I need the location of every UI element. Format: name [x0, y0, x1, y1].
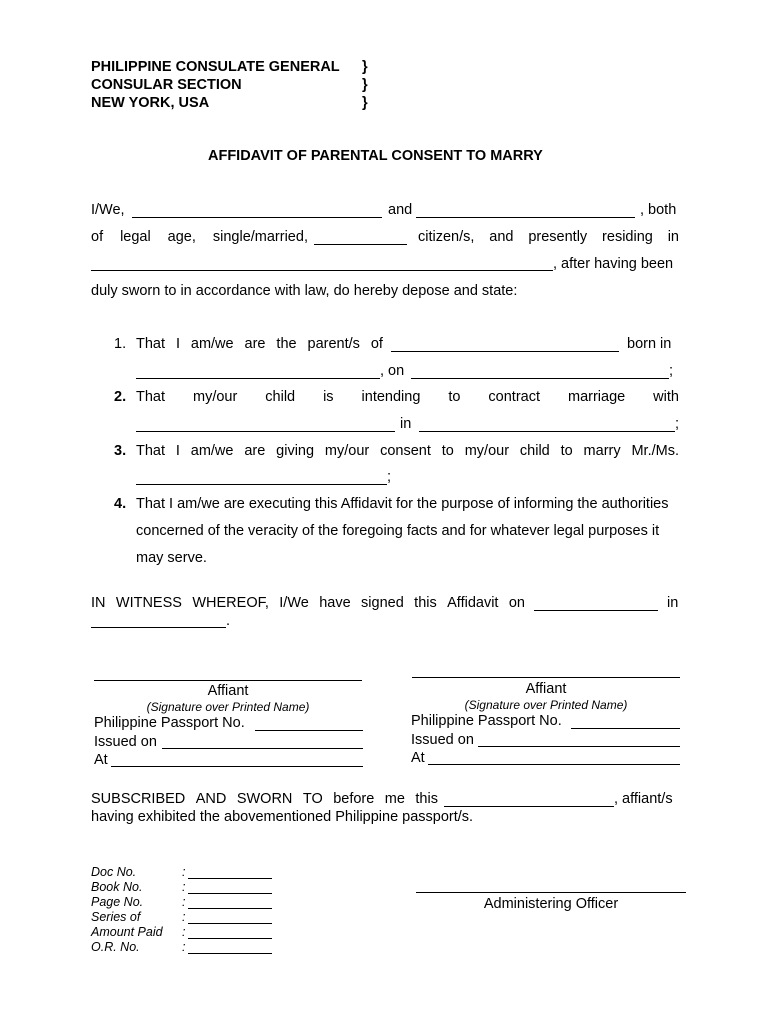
blank-residence[interactable] — [91, 270, 553, 271]
word: consent — [380, 443, 431, 459]
word: citizen/s, — [418, 229, 475, 245]
affiant-left-at-label: At — [94, 752, 108, 768]
word: legal — [120, 229, 151, 245]
blank-parent-name-1[interactable] — [132, 217, 382, 218]
word: is — [323, 389, 334, 405]
word: me — [384, 791, 405, 807]
affiant-right-at-blank[interactable] — [428, 764, 680, 765]
witness-text — [91, 595, 525, 611]
word: child — [519, 443, 550, 459]
word: I/We — [279, 595, 309, 611]
witness-in: in — [667, 595, 679, 611]
word: of — [91, 229, 104, 245]
or-no-blank[interactable] — [188, 953, 272, 954]
affiant-right-issued-blank[interactable] — [478, 746, 680, 747]
amount-paid-sep: : — [182, 925, 186, 939]
affiant-right-at-label: At — [411, 750, 425, 766]
header-brace-2: } — [362, 77, 368, 93]
word: Affidavit — [447, 595, 499, 611]
word: on — [508, 595, 525, 611]
blank-sworn-date[interactable] — [444, 806, 614, 807]
header-brace-1: } — [362, 59, 368, 75]
header-brace-3: } — [362, 95, 368, 111]
word: parent/s — [307, 336, 360, 352]
blank-signing-place[interactable] — [91, 627, 226, 628]
word: marriage — [567, 389, 626, 405]
or-no-sep: : — [182, 940, 186, 954]
affiant-left-label: Affiant — [207, 683, 249, 699]
blank-parent-name-2[interactable] — [416, 217, 635, 218]
word: before — [333, 791, 375, 807]
series-of-label: Series of — [91, 910, 141, 924]
affiant-left-issued-blank[interactable] — [162, 748, 363, 749]
book-no-blank[interactable] — [188, 893, 272, 894]
word: and — [489, 229, 514, 245]
item-1-semicolon: ; — [669, 363, 674, 379]
or-no-label: O.R. No. — [91, 940, 140, 954]
item-4-line-1: That I am/we are executing this Affidavit for the purpose of informing the authorities — [136, 496, 669, 512]
intro-line-4: duly sworn to in accordance with law, do hereby depose and state: — [91, 283, 518, 299]
item-3-number: 3. — [114, 443, 127, 459]
series-of-blank[interactable] — [188, 923, 272, 924]
word: That — [136, 443, 166, 459]
doc-no-sep: : — [182, 865, 186, 879]
word: am/we — [190, 336, 234, 352]
book-no-label: Book No. — [91, 880, 143, 894]
word: I — [175, 443, 180, 459]
item-1-born-in: born in — [627, 336, 672, 352]
word: IN — [91, 595, 106, 611]
item-2-text — [136, 389, 679, 405]
word: the — [276, 336, 297, 352]
word: have — [319, 595, 351, 611]
item-1-number: 1. — [114, 336, 127, 352]
word: giving — [276, 443, 315, 459]
affiant-right-signature-line[interactable] — [412, 677, 680, 678]
word: this — [415, 791, 438, 807]
word: WITNESS — [115, 595, 182, 611]
word: this — [414, 595, 437, 611]
item-3-semicolon: ; — [387, 469, 392, 485]
word: am/we — [190, 443, 234, 459]
affiant-right-passport-blank[interactable] — [571, 728, 680, 729]
word: to — [441, 443, 454, 459]
blank-signing-date[interactable] — [534, 610, 658, 611]
word: marry — [583, 443, 621, 459]
word: WHEREOF, — [192, 595, 269, 611]
header-line-1: PHILIPPINE CONSULATE GENERAL — [91, 59, 340, 75]
amount-paid-label: Amount Paid — [91, 925, 163, 939]
word: contract — [488, 389, 541, 405]
affiant-left-issued-label: Issued on — [94, 734, 157, 750]
word: residing — [602, 229, 653, 245]
officer-signature-line[interactable] — [416, 892, 686, 893]
affiant-right-issued-label: Issued on — [411, 732, 474, 748]
word: to — [448, 389, 461, 405]
word: my/our — [324, 443, 370, 459]
affiant-left-signature-line[interactable] — [94, 680, 362, 681]
word: single/married, — [212, 229, 308, 245]
item-2-number: 2. — [114, 389, 127, 405]
intro-line-2a — [91, 229, 308, 245]
affiant-left-passport-label: Philippine Passport No. — [94, 715, 245, 731]
word: my/our — [464, 443, 510, 459]
word: presently — [528, 229, 588, 245]
sworn-affiants: , affiant/s — [614, 791, 673, 807]
intro-iwe: I/We, — [91, 202, 125, 218]
word: age, — [167, 229, 196, 245]
officer-label: Administering Officer — [483, 896, 619, 912]
intro-both: , both — [640, 202, 677, 218]
blank-marriage-place[interactable] — [419, 431, 675, 432]
word: to — [560, 443, 573, 459]
word: in — [667, 229, 679, 245]
word: child — [265, 389, 296, 405]
word: are — [244, 443, 266, 459]
affiant-left-at-blank[interactable] — [111, 766, 363, 767]
word: I — [175, 336, 180, 352]
blank-birthdate[interactable] — [411, 378, 669, 379]
word: That — [136, 389, 166, 405]
series-of-sep: : — [182, 910, 186, 924]
word: TO — [302, 791, 323, 807]
intro-after-sworn: , after having been — [553, 256, 674, 272]
affiant-left-passport-blank[interactable] — [255, 730, 363, 731]
blank-birthplace[interactable] — [136, 378, 380, 379]
item-1-text — [136, 336, 383, 352]
word: AND — [195, 791, 227, 807]
affiant-right-label: Affiant — [525, 681, 567, 697]
word: with — [653, 389, 679, 405]
page-no-sep: : — [182, 895, 186, 909]
affiant-right-passport-label: Philippine Passport No. — [411, 713, 562, 729]
affiant-left-sub: (Signature over Printed Name) — [146, 700, 310, 714]
item-2-semicolon: ; — [675, 416, 680, 432]
word: of — [370, 336, 383, 352]
document-title: AFFIDAVIT OF PARENTAL CONSENT TO MARRY — [208, 148, 543, 164]
item-3-text — [136, 443, 679, 459]
page-no-blank[interactable] — [188, 908, 272, 909]
intro-line-2b — [418, 229, 679, 245]
doc-no-label: Doc No. — [91, 865, 137, 879]
sworn-line-2: having exhibited the abovementioned Philippine passport/s. — [91, 809, 474, 825]
item-4-line-3: may serve. — [136, 550, 207, 566]
item-4-number: 4. — [114, 496, 127, 512]
sworn-text — [91, 791, 438, 807]
blank-child-name[interactable] — [391, 351, 619, 352]
word: my/our — [192, 389, 238, 405]
word: Mr./Ms. — [631, 443, 679, 459]
affiant-right-sub: (Signature over Printed Name) — [464, 698, 628, 712]
header-line-3: NEW YORK, USA — [91, 95, 210, 111]
page-no-label: Page No. — [91, 895, 144, 909]
witness-period: . — [226, 613, 231, 629]
header-line-2: CONSULAR SECTION — [91, 77, 242, 93]
book-no-sep: : — [182, 880, 186, 894]
item-4-line-2: concerned of the veracity of the foregoing facts and for whatever legal purposes it — [136, 523, 660, 539]
word: SUBSCRIBED — [91, 791, 186, 807]
intro-and: and — [388, 202, 413, 218]
blank-citizenship[interactable] — [314, 244, 407, 245]
word: are — [244, 336, 266, 352]
blank-fiance-name[interactable] — [136, 431, 395, 432]
word: intending — [361, 389, 421, 405]
doc-no-blank[interactable] — [188, 878, 272, 879]
amount-paid-blank[interactable] — [188, 938, 272, 939]
item-2-in: in — [400, 416, 412, 432]
item-1-on: , on — [380, 363, 405, 379]
word: SWORN — [236, 791, 293, 807]
blank-spouse-name[interactable] — [136, 484, 387, 485]
word: signed — [361, 595, 404, 611]
word: That — [136, 336, 166, 352]
